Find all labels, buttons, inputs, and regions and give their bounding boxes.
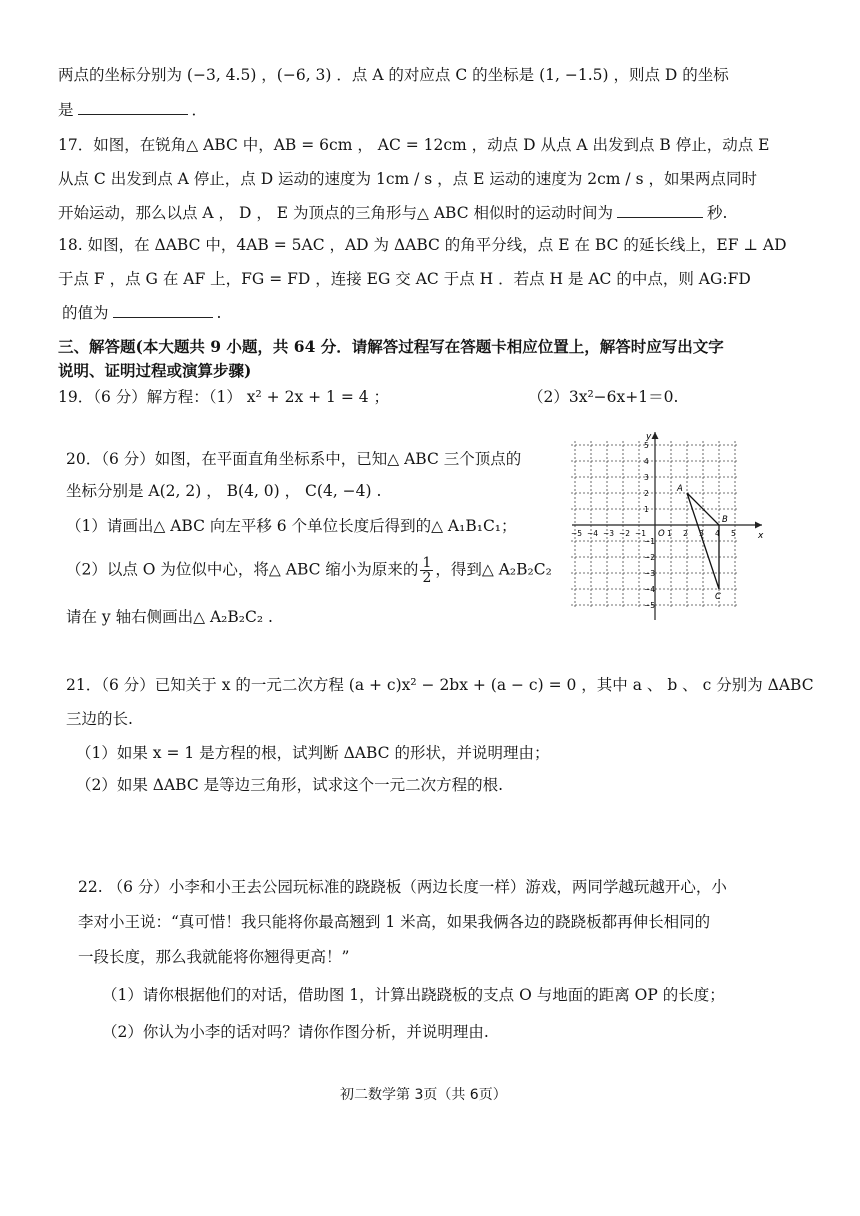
point-label-b: B — [722, 515, 728, 525]
q19-part1: 19．（6 分）解方程：（1） x² + 2x + 1 = 4 ； — [58, 388, 390, 406]
answer-blank-18 — [113, 316, 213, 318]
q18-line2: 于点 F ，点 G 在 AF 上，FG = FD ，连接 EG 交 AC 于点 H ．若点 H 是 AC 的中点，则 AG:FD — [58, 270, 751, 288]
answer-blank-16 — [78, 113, 188, 115]
x-tick-label: 1 — [667, 529, 672, 538]
origin-label: O — [658, 529, 665, 539]
x-tick-label: −4 — [587, 529, 599, 538]
fraction-denominator: 2 — [422, 570, 432, 586]
x-tick-label: 4 — [715, 529, 720, 538]
q16-line2 — [58, 99, 207, 121]
q17-line3-prefix: 开始运动，那么以点 A ， D ， E 为顶点的三角形与△ ABC 相似时的运动时间为 — [58, 204, 614, 222]
q17-line1: 17．如图，在锐角△ ABC 中，AB = 6cm ， AC = 12cm ，动点 D 从点 A 出发到点 B 停止，动点 E — [58, 136, 770, 154]
y-axis-label: y — [646, 432, 652, 442]
q22-line2: 李对小王说：“真可惜！我只能将你最高翘到 1 米高，如果我俩各边的跷跷板都再伸长相同的 — [78, 913, 711, 931]
q22-line3: 一段长度，那么我就能将你翘得更高！” — [78, 948, 350, 966]
q20-line4-suffix: ，得到△ A₂B₂C₂ — [435, 560, 552, 579]
q17-line3-suffix: 秒. — [707, 204, 728, 222]
y-tick-label: −5 — [644, 601, 656, 610]
q22-line1: 22. （6 分）小李和小王去公园玩标准的跷跷板（两边长度一样）游戏，两同学越玩越开心，小 — [78, 878, 727, 896]
x-tick-label: 2 — [683, 529, 688, 538]
y-tick-label: 5 — [644, 441, 649, 450]
q22-line4: （1）请你根据他们的对话，借助图 1，计算出跷跷板的支点 O 与地面的距离 OP 的长度； — [102, 986, 725, 1004]
q20-line1: 20．（6 分）如图，在平面直角坐标系中，已知△ ABC 三个顶点的 — [66, 450, 522, 468]
triangle-abc — [676, 484, 728, 602]
q18-line3-suffix: . — [216, 304, 222, 322]
section3-heading-line2: 说明、证明过程或演算步骤) — [58, 361, 252, 380]
q16-line2-prefix: 是 — [58, 101, 74, 119]
one-half-fraction — [420, 556, 433, 585]
y-tick-label: −1 — [644, 537, 656, 546]
q16-line2-suffix: ． — [191, 101, 208, 119]
x-tick-label: −3 — [603, 529, 615, 538]
y-tick-label: −2 — [644, 553, 656, 562]
q21-line2: 三边的长. — [66, 710, 133, 728]
q18-line3-prefix: 的值为 — [62, 304, 109, 322]
x-axis-arrow-icon — [755, 522, 762, 529]
q19-part2: （2）3x²−6x+1＝0. — [528, 388, 679, 406]
point-label-a: A — [677, 484, 683, 494]
q18-line3 — [62, 302, 221, 324]
x-tick-label: −1 — [635, 529, 647, 538]
y-tick-label: 3 — [644, 473, 649, 482]
y-tick-label: 4 — [644, 457, 649, 466]
q18-line1: 18. 如图，在 ΔABC 中，4AB = 5AC ，AD 为 ΔABC 的角平分线，点 E 在 BC 的延长线上，EF ⊥ AD — [58, 236, 787, 254]
x-tick-label: −2 — [619, 529, 631, 538]
y-axis-arrow-icon — [652, 432, 659, 439]
y-tick-label: 1 — [644, 505, 649, 514]
section3-heading-line1: 三、解答题(本大题共 9 小题，共 64 分．请解答过程写在答题卡相应位置上，解答时应写出文字 — [58, 337, 724, 356]
x-tick-label: 3 — [699, 529, 704, 538]
q17-line2: 从点 C 出发到点 A 停止，点 D 运动的速度为 1cm / s ，点 E 运动的速度为 2cm / s ，如果两点同时 — [58, 170, 757, 188]
q20-line2: 坐标分别是 A(2, 2) ， B(4, 0) ， C(4, −4) . — [66, 482, 382, 500]
y-tick-label: −3 — [644, 569, 656, 578]
x-tick-label: 5 — [731, 529, 736, 538]
y-tick-label: −4 — [644, 585, 656, 594]
q17-line3 — [58, 202, 727, 224]
point-label-c: C — [715, 592, 721, 602]
q21-line1: 21．（6 分）已知关于 x 的一元二次方程 (a + c)x² − 2bx + (a − c) = 0 ，其中 a 、 b 、 c 分别为 ΔABC — [66, 676, 814, 694]
fraction-numerator: 1 — [422, 555, 432, 571]
q20-line4-prefix: （2）以点 O 为位似中心，将△ ABC 缩小为原来的 — [66, 560, 419, 579]
q20-line3: （1）请画出△ ABC 向左平移 6 个单位长度后得到的△ A₁B₁C₁； — [66, 517, 517, 535]
q20-line5: 请在 y 轴右侧画出△ A₂B₂C₂ . — [66, 608, 273, 626]
q22-line5: （2）你认为小李的话对吗？请你作图分析，并说明理由. — [102, 1023, 489, 1041]
x-axis-label: x — [758, 531, 764, 541]
q21-line4: （2）如果 ΔABC 是等边三角形，试求这个一元二次方程的根. — [76, 776, 504, 794]
page-footer: 初二数学第 3页（共 6页） — [340, 1087, 507, 1103]
y-tick-label: 2 — [644, 489, 649, 498]
q20-line4 — [66, 556, 552, 585]
q16-line1: 两点的坐标分别为 (−3, 4.5) ，(−6, 3) ．点 A 的对应点 C 的坐标是 (1, −1.5) ，则点 D 的坐标 — [58, 66, 729, 84]
answer-blank-17 — [617, 216, 703, 218]
x-tick-label: −5 — [571, 529, 583, 538]
q21-line3: （1）如果 x = 1 是方程的根，试判断 ΔABC 的形状，并说明理由； — [76, 744, 550, 762]
coordinate-grid-figure — [568, 428, 768, 628]
